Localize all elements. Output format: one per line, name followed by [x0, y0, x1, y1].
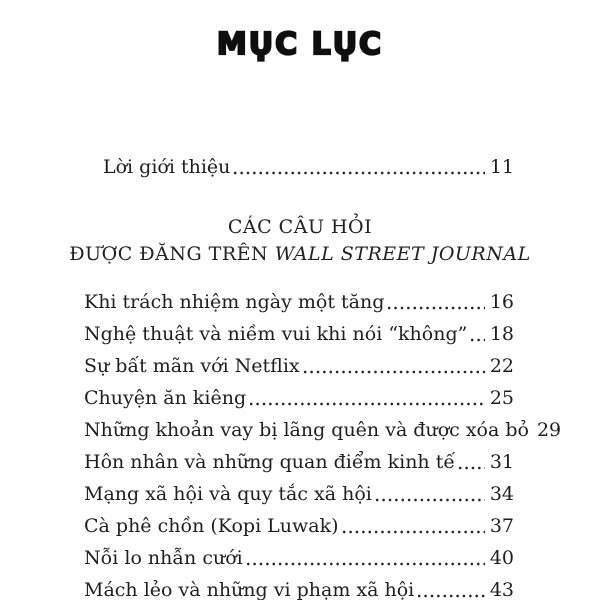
toc-entry-label: Mách lẻo và những vi phạm xã hội [84, 579, 415, 600]
toc-entry-page: 37 [489, 515, 514, 537]
intro-entry-label: Lời giới thiệu [103, 156, 231, 178]
toc-entry [84, 473, 514, 505]
toc-entry-label: Nỗi lo nhẫn cưới [84, 547, 243, 569]
toc-entry-label: Cà phê chồn (Kopi Luwak) [84, 515, 339, 537]
toc-entry-page: 34 [489, 483, 514, 505]
toc-entry-page: 22 [489, 355, 514, 377]
toc-list [84, 281, 562, 600]
toc-entry [84, 537, 514, 569]
section-heading [0, 214, 600, 268]
dot-leader [249, 390, 485, 409]
dot-leader [417, 582, 485, 600]
dot-leader [246, 550, 485, 569]
toc-entry-label: Những khoản vay bị lãng quên và được xóa bỏ [84, 419, 529, 441]
toc-entry [84, 569, 514, 600]
toc-entry-page: 40 [489, 547, 514, 569]
toc-entry-page: 25 [489, 387, 514, 409]
dot-leader [233, 159, 484, 178]
dot-leader [458, 454, 485, 473]
toc-entry [84, 345, 514, 377]
dot-leader [470, 326, 484, 345]
toc-entry [84, 313, 514, 345]
toc-entry [84, 377, 514, 409]
toc-entry-label: Chuyện ăn kiêng [84, 387, 247, 409]
toc-entry-page: 31 [489, 451, 514, 473]
toc-entry [84, 505, 514, 537]
toc-entry-page: 29 [536, 419, 562, 441]
toc-entry-page: 18 [489, 323, 514, 345]
section-heading-line2 [0, 241, 600, 268]
toc-entry-label: Nghệ thuật và niềm vui khi nói “không” [84, 323, 468, 345]
dot-leader [387, 294, 484, 313]
toc-entry-label: Khi trách nhiệm ngày một tăng [84, 291, 385, 313]
intro-entry-page: 11 [489, 156, 514, 178]
toc-entry [84, 281, 514, 313]
dot-leader [303, 358, 485, 377]
dot-leader [342, 518, 485, 537]
toc-entry-label: Mạng xã hội và quy tắc xã hội [84, 483, 372, 505]
toc-entry [84, 441, 514, 473]
section-heading-line2-journal-name: WALL STREET JOURNAL [274, 243, 531, 265]
toc-entry-page: 43 [489, 579, 514, 600]
toc-entry-label: Hôn nhân và những quan điểm kinh tế [84, 451, 456, 473]
toc-entry-page: 16 [489, 291, 514, 313]
intro-entry [103, 152, 514, 178]
page-title: MỤC LỤC [216, 27, 384, 62]
section-heading-line1: CÁC CÂU HỎI [227, 216, 373, 238]
toc-entry [84, 409, 562, 441]
toc-entry-label: Sự bất mãn với Netflix [84, 355, 300, 377]
dot-leader [375, 486, 485, 505]
section-heading-line2-prefix: ĐƯỢC ĐĂNG TRÊN [69, 243, 275, 265]
